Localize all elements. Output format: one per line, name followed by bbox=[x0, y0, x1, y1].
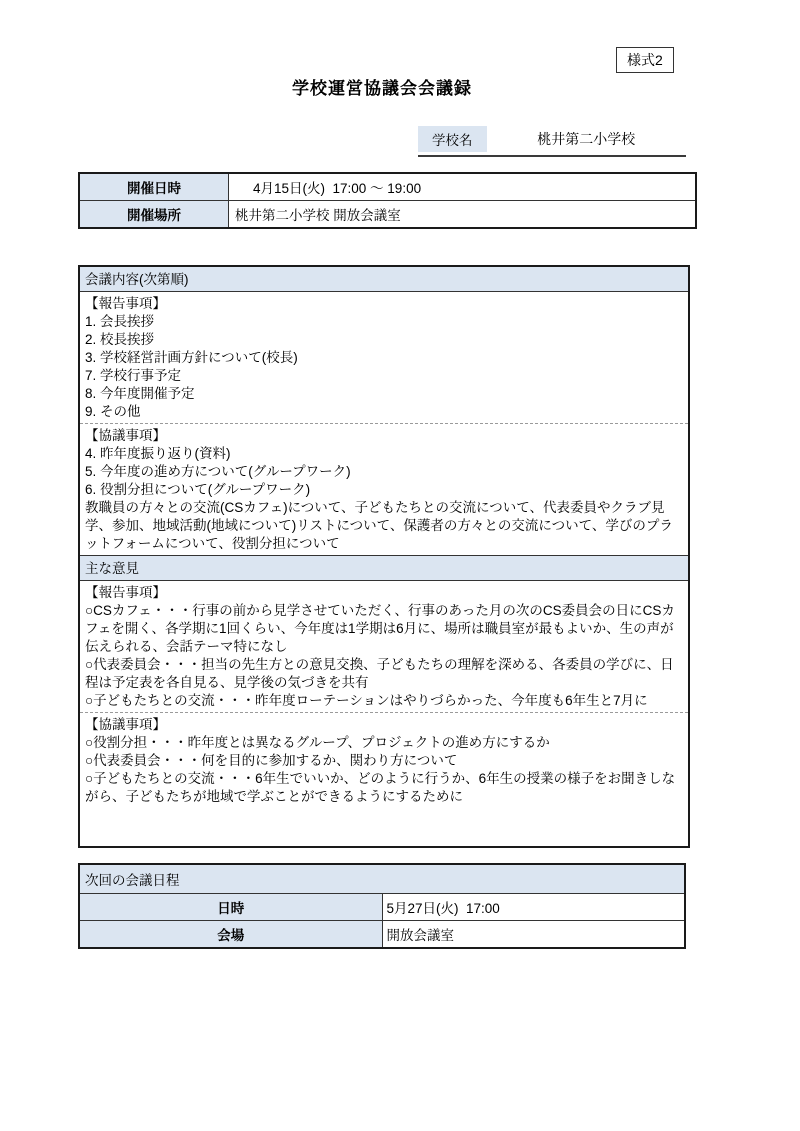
section-heading: 【協議事項】 bbox=[85, 428, 166, 443]
meeting-place-label: 開催場所 bbox=[79, 201, 229, 229]
opinions-discussion-section bbox=[80, 712, 688, 846]
opinion-item: ○代表委員会・・・担当の先生方との意見交換、子どもたちの理解を深める、各委員の学びに、日程は予定表を各自見る、見学後の気づきを共有 bbox=[85, 657, 674, 690]
form-number-label: 様式2 bbox=[627, 52, 663, 68]
opinions-header: 主な意見 bbox=[80, 555, 688, 581]
meeting-date-value: 4月15日(火) 17:00 ～ 19:00 bbox=[229, 173, 697, 201]
page-title: 学校運営協議会会議録 bbox=[292, 79, 472, 98]
section-heading: 【協議事項】 bbox=[85, 717, 166, 732]
table-row bbox=[79, 201, 696, 229]
list-item: 6. 役割分担について(グループワーク) bbox=[85, 482, 311, 497]
table-row bbox=[79, 173, 696, 201]
school-name-row bbox=[418, 126, 686, 157]
agenda-discussion-note: 教職員の方々との交流(CSカフェ)について、子どもたちとの交流について、代表委員やクラブ見学、参加、地域活動(地域について)リストについて、保護者の方々との交流について、学びのプラットフォームについて、役割分担について bbox=[85, 500, 673, 551]
next-place-value: 開放会議室 bbox=[382, 921, 685, 949]
list-item: 2. 校長挨拶 bbox=[85, 332, 155, 347]
next-place-label: 会場 bbox=[79, 921, 382, 949]
opinion-item: ○CSカフェ・・・行事の前から見学させていただく、行事のあった月の次のCS委員会の日にCSカフェを開く、各学期に1回くらい、今年度は1学期は6月に、場所は職員室が最もよいか、生の声が伝えられる、会話テーマ特になし bbox=[85, 603, 675, 654]
meeting-info-table bbox=[78, 172, 697, 229]
table-row bbox=[79, 894, 685, 921]
meeting-date-label: 開催日時 bbox=[79, 173, 229, 201]
section-heading: 【報告事項】 bbox=[85, 296, 166, 311]
next-date-value: 5月27日(火) 17:00 bbox=[382, 894, 685, 921]
table-row bbox=[79, 864, 685, 894]
school-name-value: 桃井第二小学校 bbox=[537, 131, 636, 147]
list-item: 4. 昨年度振り返り(資料) bbox=[85, 446, 231, 461]
school-name-label: 学校名 bbox=[418, 126, 487, 152]
next-meeting-table bbox=[78, 863, 686, 949]
opinion-item: ○子どもたちとの交流・・・昨年度ローテーションはやりづらかった、今年度も6年生と7月に bbox=[85, 693, 648, 708]
list-item: 9. その他 bbox=[85, 404, 141, 419]
opinion-item: ○役割分担・・・昨年度とは異なるグループ、プロジェクトの進め方にするか bbox=[85, 735, 550, 750]
agenda-and-opinions-table bbox=[78, 265, 690, 848]
table-row bbox=[79, 921, 685, 949]
agenda-header: 会議内容(次第順) bbox=[80, 267, 688, 292]
opinion-item: ○子どもたちとの交流・・・6年生でいいか、どのように行うか、6年生の授業の様子をお聞きしながら、子どもたちが地域で学ぶことができるようにするために bbox=[85, 771, 676, 804]
list-item: 1. 会長挨拶 bbox=[85, 314, 155, 329]
list-item: 8. 今年度開催予定 bbox=[85, 386, 195, 401]
next-date-label: 日時 bbox=[79, 894, 382, 921]
agenda-report-section bbox=[80, 292, 688, 423]
opinions-report-section bbox=[80, 581, 688, 712]
agenda-discussion-section bbox=[80, 423, 688, 555]
list-item: 3. 学校経営計画方針について(校長) bbox=[85, 350, 298, 365]
meeting-place-value: 桃井第二小学校 開放会議室 bbox=[229, 201, 697, 229]
section-heading: 【報告事項】 bbox=[85, 585, 166, 600]
opinion-item: ○代表委員会・・・何を目的に参加するか、関わり方について bbox=[85, 753, 458, 768]
list-item: 5. 今年度の進め方について(グループワーク) bbox=[85, 464, 351, 479]
next-meeting-header: 次回の会議日程 bbox=[79, 864, 685, 894]
list-item: 7. 学校行事予定 bbox=[85, 368, 182, 383]
